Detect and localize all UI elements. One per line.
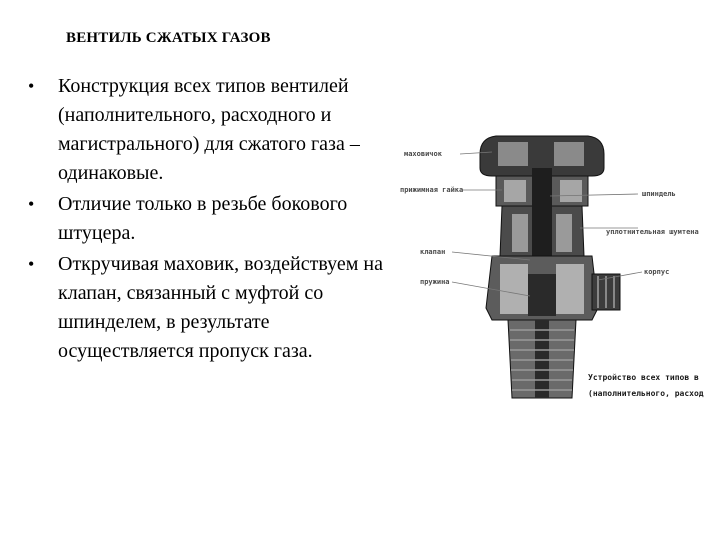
body-inner-light <box>512 214 528 252</box>
body-inner-light <box>500 264 528 314</box>
bullet-text: Отличие только в резьбе бокового штуцера. <box>58 193 348 244</box>
nut-highlight <box>560 180 582 202</box>
bullet-marker: • <box>28 76 35 96</box>
bullet-item <box>28 250 388 366</box>
label-body: корпус <box>644 268 670 276</box>
slide-title: ВЕНТИЛЬ СЖАТЫХ ГАЗОВ <box>66 30 271 46</box>
valve-cross-section-figure <box>392 124 710 414</box>
bullet-marker: • <box>28 254 35 274</box>
label-nut: прижимная гайка <box>400 186 464 194</box>
handwheel-highlight <box>498 142 528 166</box>
spring-shape <box>528 274 556 316</box>
figure-caption-line1: Устройство всех типов в <box>588 373 699 382</box>
bullet-marker: • <box>28 194 35 214</box>
bullet-list <box>28 72 388 368</box>
body-inner-light <box>556 264 584 314</box>
label-seal: уплотнительная шумтена <box>606 228 699 236</box>
bullet-item <box>28 72 388 188</box>
label-valve: клапан <box>420 248 446 256</box>
label-handwheel: маховичок <box>404 150 442 158</box>
shank-bore <box>535 320 549 398</box>
nut-highlight <box>504 180 526 202</box>
label-spring: пружина <box>420 278 450 286</box>
bullet-text: Откручивая маховик, воздействуем на клапан, связанный с муфтой со шпинделем, в результате осуществляется пропуск газа. <box>58 253 383 362</box>
bullet-text: Конструкция всех типов вентилей (наполнительного, расходного и магистрального) для сжатого газа – одинаковые. <box>58 75 360 184</box>
body-inner-light <box>556 214 572 252</box>
figure-caption-line2: (наполнительного, расход <box>588 389 704 398</box>
bullet-item <box>28 190 388 248</box>
handwheel-highlight <box>554 142 584 166</box>
label-spindle: шпиндель <box>642 190 676 198</box>
